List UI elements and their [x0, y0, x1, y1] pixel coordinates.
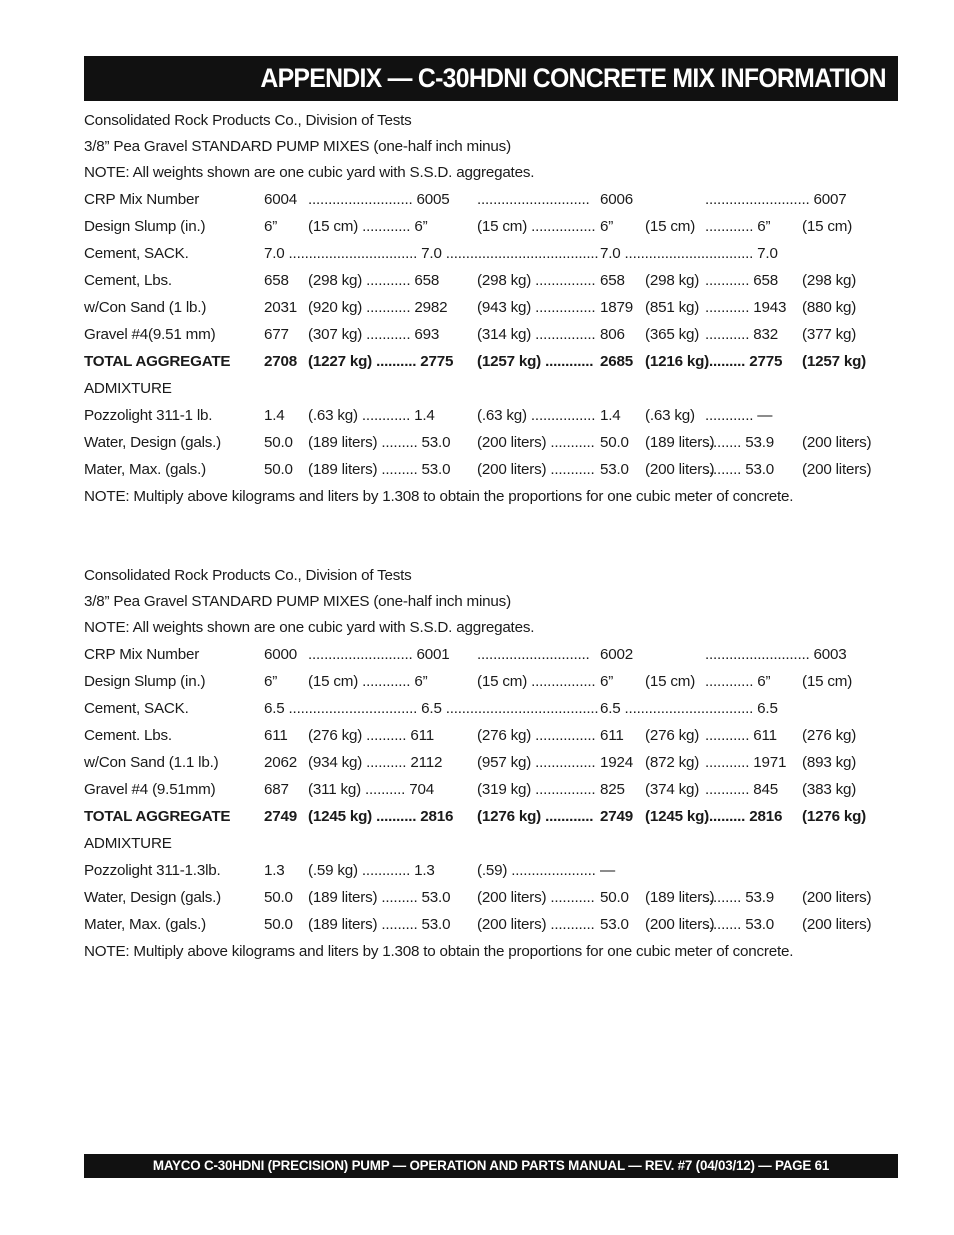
table-cell: (298 kg) ........... 658 — [308, 272, 440, 289]
table-cell: 2062 — [264, 754, 297, 771]
table-cell: 1879 — [600, 299, 633, 316]
table-cell: 2749 — [600, 808, 633, 825]
row-label: w/Con Sand (1.1 lb.) — [84, 754, 219, 771]
table-cell: (15 cm) — [802, 673, 853, 690]
table-cell: .......... 2775 — [705, 353, 783, 370]
row-label: Mater, Max. (gals.) — [84, 461, 206, 478]
table-row — [84, 673, 898, 695]
footer-text: MAYCO C-30HDNI (PRECISION) PUMP — OPERATION AND PARTS MANUAL — REV. #7 (04/03/12) — PAGE 61 — [152, 1158, 830, 1173]
table-cell: — — [600, 862, 615, 879]
row-label: Gravel #4 (9.51mm) — [84, 781, 216, 798]
row-label: ADMIXTURE — [84, 380, 172, 397]
table-row — [84, 916, 898, 938]
table-cell: (189 liters) ......... 53.0 — [308, 889, 451, 906]
table-cell: 6.5 ................................ 6.5 ...................................... — [264, 700, 599, 717]
table-cell: ........... 1971 — [705, 754, 787, 771]
table-cell: 6000 — [264, 646, 297, 663]
table-cell: .......................... 6001 — [308, 646, 450, 663]
table-cell: 50.0 — [600, 889, 629, 906]
table-cell: (298 kg) ............... — [477, 272, 596, 289]
table-cell: 2031 — [264, 299, 297, 316]
table-cell: (880 kg) — [802, 299, 857, 316]
table-cell: (276 kg) .......... 611 — [308, 727, 434, 744]
mix-type-line: 3/8” Pea Gravel STANDARD PUMP MIXES (one-half inch minus) — [84, 593, 511, 610]
table-cell: (1227 kg) .......... 2775 — [308, 353, 454, 370]
table-cell: 50.0 — [264, 434, 293, 451]
table-cell: 6004 — [264, 191, 297, 208]
page-header-banner — [84, 56, 898, 101]
table-cell: (383 kg) — [802, 781, 857, 798]
table-cell: (15 cm) ............ 6” — [308, 218, 428, 235]
table-cell: (276 kg) — [802, 727, 857, 744]
table-cell: (189 liters) ......... 53.0 — [308, 461, 451, 478]
table-cell: (377 kg) — [802, 326, 857, 343]
table-cell: (298 kg) — [802, 272, 857, 289]
table-cell: (1276 kg) — [802, 808, 867, 825]
table-cell: 1.3 — [264, 862, 285, 879]
table-row — [84, 272, 898, 294]
table-cell: .......................... 6005 — [308, 191, 450, 208]
table-cell: 658 — [264, 272, 289, 289]
table-cell: (.59) ..................... — [477, 862, 596, 879]
table-cell: ......... 53.9 — [705, 434, 774, 451]
row-label: Design Slump (in.) — [84, 673, 206, 690]
table-cell: 611 — [600, 727, 624, 744]
table-row — [84, 245, 898, 267]
note-top: NOTE: All weights shown are one cubic yard with S.S.D. aggregates. — [84, 164, 535, 181]
row-label: Water, Design (gals.) — [84, 434, 222, 451]
table-cell: 6” — [264, 673, 278, 690]
table-cell: (1257 kg) ............ — [477, 353, 594, 370]
table-cell: 2749 — [264, 808, 297, 825]
table-cell: (934 kg) .......... 2112 — [308, 754, 443, 771]
table-cell: 1924 — [600, 754, 633, 771]
table-cell: (957 kg) ............... — [477, 754, 596, 771]
table-cell: (276 kg) ............... — [477, 727, 596, 744]
table-cell: ......... 53.0 — [705, 461, 774, 478]
note-bottom: NOTE: Multiply above kilograms and liters by 1.308 to obtain the proportions for one cubic meter of concrete. — [84, 488, 794, 505]
table-cell: (872 kg) — [645, 754, 700, 771]
table-cell: (189 liters) — [645, 434, 715, 451]
table-row — [84, 218, 898, 240]
table-cell: (200 liters) — [802, 434, 872, 451]
table-row — [84, 326, 898, 348]
table-cell: (893 kg) — [802, 754, 857, 771]
table-row — [84, 380, 898, 402]
table-cell: ........... 1943 — [705, 299, 787, 316]
table-cell: (15 cm) ................ — [477, 218, 596, 235]
table-cell: (200 liters) — [645, 916, 715, 933]
table-cell: 611 — [264, 727, 288, 744]
table-cell: ............ 6” — [705, 218, 771, 235]
table-cell: 1.4 — [600, 407, 621, 424]
table-cell: (1245 kg) — [645, 808, 710, 825]
table-row — [84, 835, 898, 857]
table-cell: (314 kg) ............... — [477, 326, 596, 343]
table-cell: 6006 — [600, 191, 633, 208]
table-row — [84, 434, 898, 456]
table-row — [84, 808, 898, 830]
table-cell: 2685 — [600, 353, 633, 370]
row-label: ADMIXTURE — [84, 835, 172, 852]
table-cell: 677 — [264, 326, 289, 343]
table-cell: (200 liters) — [802, 889, 872, 906]
table-cell: (15 cm) — [802, 218, 853, 235]
table-row — [84, 646, 898, 668]
row-label: TOTAL AGGREGATE — [84, 353, 231, 370]
page-footer-banner — [84, 1154, 898, 1178]
table-cell: (365 kg) — [645, 326, 700, 343]
table-cell: (1257 kg) — [802, 353, 867, 370]
table-cell: ........... 845 — [705, 781, 778, 798]
table-cell: 6” — [264, 218, 278, 235]
table-cell: .......................... 6003 — [705, 646, 847, 663]
table-cell: (.63 kg) ............ 1.4 — [308, 407, 435, 424]
table-cell: (276 kg) — [645, 727, 700, 744]
page-title: APPENDIX — C-30HDNI CONCRETE MIX INFORMATION — [260, 63, 886, 93]
mix-type-line: 3/8” Pea Gravel STANDARD PUMP MIXES (one-half inch minus) — [84, 138, 511, 155]
row-label: Cement, Lbs. — [84, 272, 172, 289]
table-cell: (200 liters) — [645, 461, 715, 478]
table-cell: 825 — [600, 781, 625, 798]
table-cell: (15 cm) ................ — [477, 673, 596, 690]
table-cell: 7.0 ................................ 7.0 ...................................... — [264, 245, 599, 262]
row-label: Cement. Lbs. — [84, 727, 172, 744]
table-cell: (189 liters) ......... 53.0 — [308, 916, 451, 933]
table-cell: (200 liters) ........... — [477, 434, 595, 451]
table-cell: 7.0 ................................ 7.0 — [600, 245, 778, 262]
table-row — [84, 461, 898, 483]
table-cell: (189 liters) ......... 53.0 — [308, 434, 451, 451]
row-label: Water, Design (gals.) — [84, 889, 222, 906]
table-cell: 50.0 — [264, 916, 293, 933]
table-cell: 1.4 — [264, 407, 285, 424]
row-label: w/Con Sand (1 lb.) — [84, 299, 207, 316]
table-cell: ............ 6” — [705, 673, 771, 690]
row-label: Mater, Max. (gals.) — [84, 916, 206, 933]
table-cell: ............................ — [477, 646, 590, 663]
table-cell: 6002 — [600, 646, 633, 663]
table-cell: 6” — [600, 673, 614, 690]
table-cell: (307 kg) ........... 693 — [308, 326, 440, 343]
table-cell: (200 liters) ........... — [477, 889, 595, 906]
row-label: Gravel #4(9.51 mm) — [84, 326, 216, 343]
table-cell: (311 kg) .......... 704 — [308, 781, 434, 798]
table-row — [84, 889, 898, 911]
table-cell: 687 — [264, 781, 289, 798]
table-cell: 658 — [600, 272, 625, 289]
table-cell: ......... 53.0 — [705, 916, 774, 933]
table-row — [84, 700, 898, 722]
table-cell: 806 — [600, 326, 625, 343]
table-cell: 2708 — [264, 353, 297, 370]
table-cell: ............ — — [705, 407, 773, 424]
table-row — [84, 781, 898, 803]
table-row — [84, 407, 898, 429]
table-cell: ........... 658 — [705, 272, 778, 289]
table-cell: (.59 kg) ............ 1.3 — [308, 862, 435, 879]
table-cell: (200 liters) — [802, 916, 872, 933]
table-cell: (943 kg) ............... — [477, 299, 596, 316]
table-cell: (1216 kg) — [645, 353, 710, 370]
table-cell: (1276 kg) ............ — [477, 808, 594, 825]
table-cell: 50.0 — [264, 461, 293, 478]
table-cell: (374 kg) — [645, 781, 700, 798]
table-cell: (200 liters) — [802, 461, 872, 478]
row-label: Pozzolight 311-1 lb. — [84, 407, 213, 424]
table-cell: (920 kg) ........... 2982 — [308, 299, 448, 316]
source-line: Consolidated Rock Products Co., Division of Tests — [84, 567, 412, 584]
table-cell: 53.0 — [600, 461, 629, 478]
row-label: Cement, SACK. — [84, 245, 189, 262]
row-label: CRP Mix Number — [84, 646, 200, 663]
table-cell: 50.0 — [600, 434, 629, 451]
table-cell: (.63 kg) ................ — [477, 407, 596, 424]
table-row — [84, 754, 898, 776]
table-cell: (15 cm) ............ 6” — [308, 673, 428, 690]
table-cell: ............................ — [477, 191, 590, 208]
table-row — [84, 862, 898, 884]
table-row — [84, 299, 898, 321]
table-row — [84, 727, 898, 749]
table-cell: ......... 53.9 — [705, 889, 774, 906]
row-label: CRP Mix Number — [84, 191, 200, 208]
table-cell: ........... 832 — [705, 326, 778, 343]
table-row — [84, 353, 898, 375]
table-cell: 53.0 — [600, 916, 629, 933]
table-cell: .......................... 6007 — [705, 191, 847, 208]
row-label: Design Slump (in.) — [84, 218, 206, 235]
table-cell: .......... 2816 — [705, 808, 783, 825]
table-cell: (200 liters) ........... — [477, 461, 595, 478]
note-bottom: NOTE: Multiply above kilograms and liters by 1.308 to obtain the proportions for one cubic meter of concrete. — [84, 943, 794, 960]
table-cell: 6.5 ................................ 6.5 — [600, 700, 778, 717]
table-cell: (851 kg) — [645, 299, 700, 316]
table-cell: 50.0 — [264, 889, 293, 906]
table-cell: (200 liters) ........... — [477, 916, 595, 933]
note-top: NOTE: All weights shown are one cubic yard with S.S.D. aggregates. — [84, 619, 535, 636]
table-cell: (319 kg) ............... — [477, 781, 596, 798]
table-cell: ........... 611 — [705, 727, 777, 744]
source-line: Consolidated Rock Products Co., Division of Tests — [84, 112, 412, 129]
table-cell: (15 cm) — [645, 218, 696, 235]
row-label: Cement, SACK. — [84, 700, 189, 717]
row-label: Pozzolight 311-1.3lb. — [84, 862, 221, 879]
table-cell: (15 cm) — [645, 673, 696, 690]
table-cell: (298 kg) — [645, 272, 700, 289]
table-cell: (.63 kg) — [645, 407, 695, 424]
table-cell: (1245 kg) .......... 2816 — [308, 808, 454, 825]
table-cell: (189 liters) — [645, 889, 715, 906]
table-cell: 6” — [600, 218, 614, 235]
table-row — [84, 191, 898, 213]
row-label: TOTAL AGGREGATE — [84, 808, 231, 825]
